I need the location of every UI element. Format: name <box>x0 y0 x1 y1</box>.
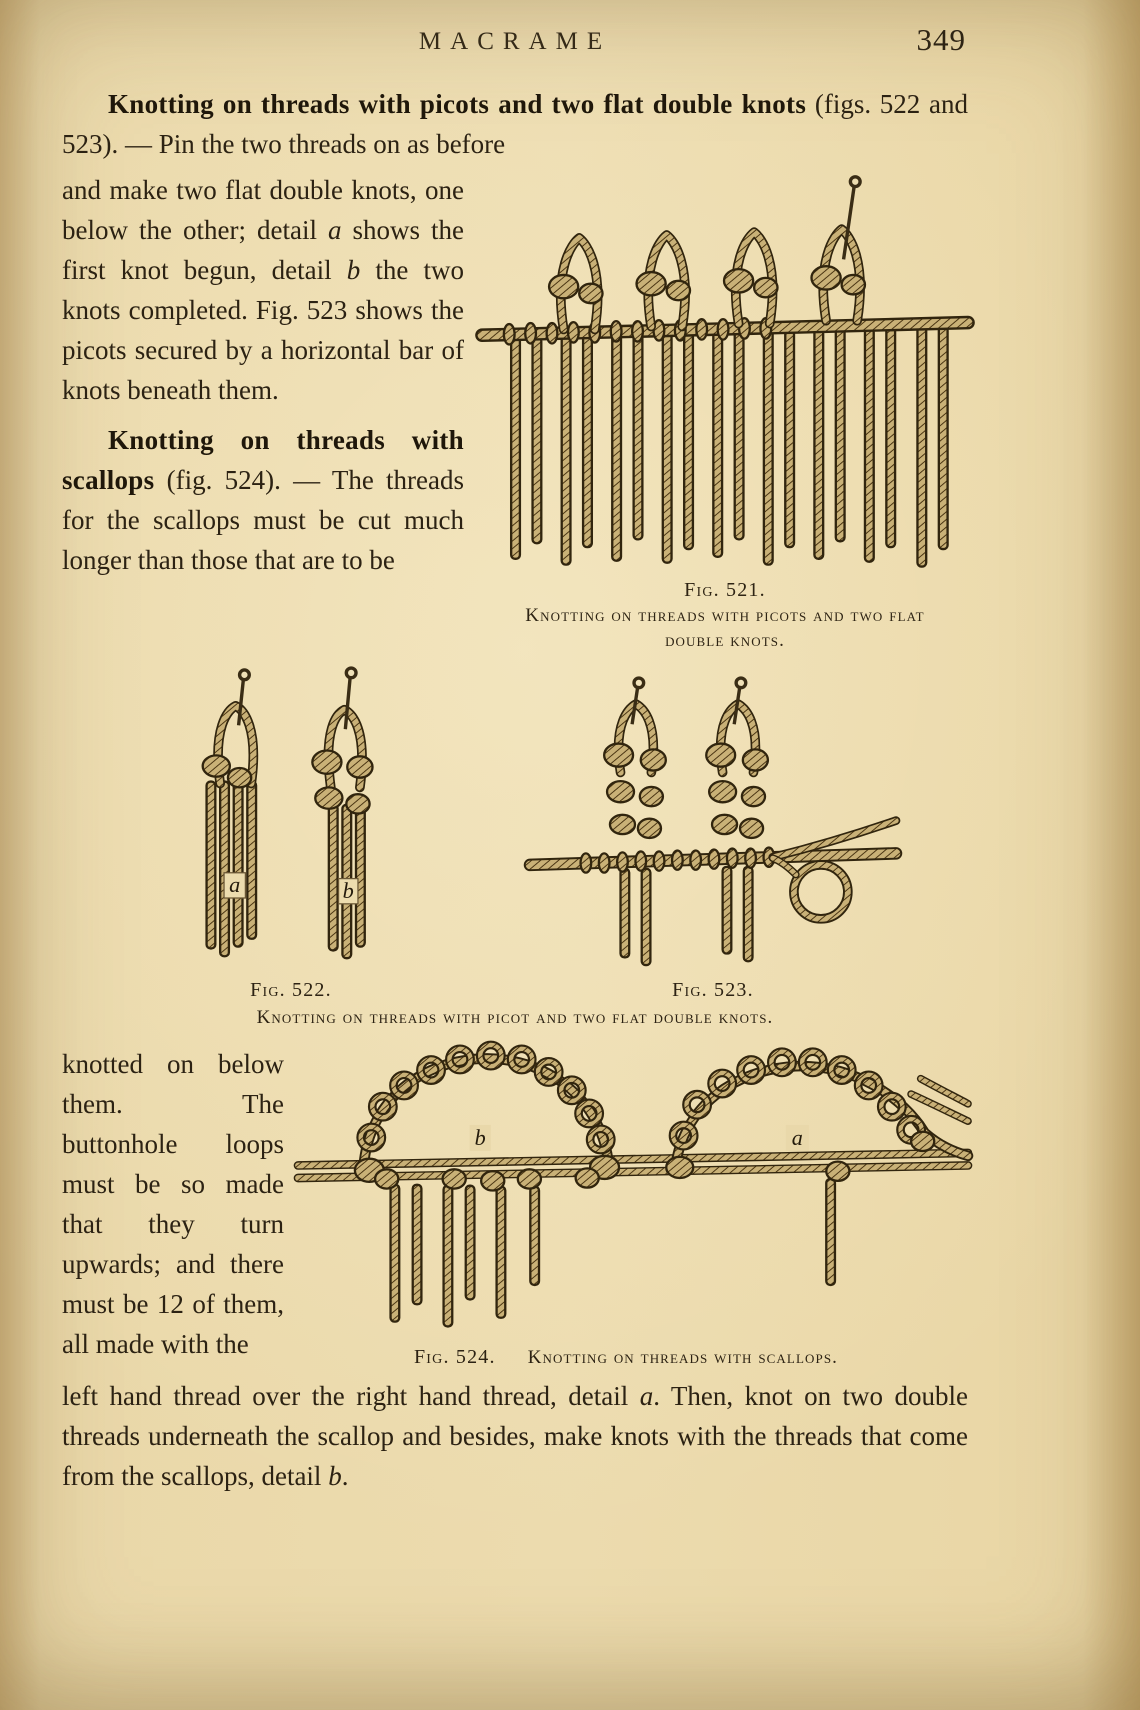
figure-label-b: b <box>342 877 354 903</box>
scallops-paragraph <box>62 420 464 580</box>
lower-text-figure-row <box>62 1044 968 1370</box>
body-text-segment: . Then, knot on two double threads underneath the scallop and besides, make knots with the threads that come from the scallops, detail <box>62 1381 968 1492</box>
fig523-picot-motifs <box>604 704 768 838</box>
fig-523-number: Fig. 523. <box>672 979 754 1002</box>
fig-522-523-caption: Knotting on threads with picot and two flat double knots. <box>256 1007 774 1029</box>
fig524-hanging-cords <box>391 1179 835 1326</box>
page-number: 349 <box>916 22 966 57</box>
figure-521-block <box>482 170 968 653</box>
detail-letter-a: a <box>327 215 342 245</box>
body-text-segment: left hand thread over the right hand thread, detail <box>62 1381 640 1412</box>
detail-letter-b: b <box>346 255 361 285</box>
body-text-segment: shows the first knot begun, detail <box>62 215 465 285</box>
fig524-double-bar <box>298 1153 968 1178</box>
paragraph-continuation <box>62 170 464 410</box>
page-content <box>62 0 968 1496</box>
closing-paragraph <box>62 1376 968 1496</box>
intro-paragraph <box>62 84 968 164</box>
fig-523-illustration <box>530 680 896 969</box>
figure-523-block <box>530 680 896 1003</box>
fig-524-number: Fig. 524. <box>413 1346 496 1369</box>
body-text-segment: . <box>341 1461 349 1492</box>
scallops-continuation: knotted on below them. The buttonhole loops must be so made that they turn upwards; and there must be 12 of them, all made with the <box>62 1049 284 1360</box>
fig-521-caption-text: Knotting on threads with picots and two flat double knots. <box>525 604 925 651</box>
figure-label-b: b <box>474 1125 486 1151</box>
fig521-picot-knots <box>549 229 865 329</box>
detail-letter-a: a <box>639 1381 654 1412</box>
fig-521-caption <box>482 577 968 653</box>
scallops-text: (fig. 524). — The threads for the scallops must be cut much longer than those that are to be <box>62 465 464 575</box>
fig-524-caption <box>298 1344 968 1370</box>
detail-letter-b: b <box>328 1461 342 1492</box>
fig522-detail-a <box>203 669 256 955</box>
fig522-detail-b <box>312 668 372 958</box>
fig-521-illustration <box>482 170 968 569</box>
fig-522-illustration <box>160 669 422 970</box>
fig-521-number: Fig. 521. <box>684 578 766 601</box>
body-text-segment: and make two flat double knots, one below the other; detail <box>62 175 464 245</box>
text-figure-row <box>62 170 968 653</box>
heading-picots: Knotting on threads with picots and two flat double knots <box>108 89 807 119</box>
figure-522-block <box>160 669 422 1004</box>
narrow-text-column <box>62 1044 284 1370</box>
figure-label-a: a <box>791 1125 803 1151</box>
figure-label-a: a <box>229 871 241 897</box>
fig521-hanging-cords <box>511 326 947 566</box>
figure-524-block <box>298 1044 968 1370</box>
fig-524-caption-text: Knotting on threads with scallops. <box>527 1347 838 1369</box>
fig523-working-cord-loop <box>773 821 896 919</box>
body-text-segment: the two knots completed. Fig. 523 shows the picots secured by a horizontal bar of knots beneath them. <box>62 255 464 405</box>
fig-524-illustration <box>298 1044 968 1338</box>
heading-scallops: Knotting on threads with scallops <box>62 425 464 495</box>
fig-522-number: Fig. 522. <box>250 979 332 1002</box>
fig523-hanging-cords <box>621 867 753 965</box>
page-header <box>62 0 968 56</box>
intro-text: (figs. 522 and 523). — Pin the two threads on as before <box>62 89 968 159</box>
left-text-column <box>62 170 464 653</box>
running-head: MACRAME <box>418 28 612 55</box>
middle-figures-row <box>62 669 968 1004</box>
